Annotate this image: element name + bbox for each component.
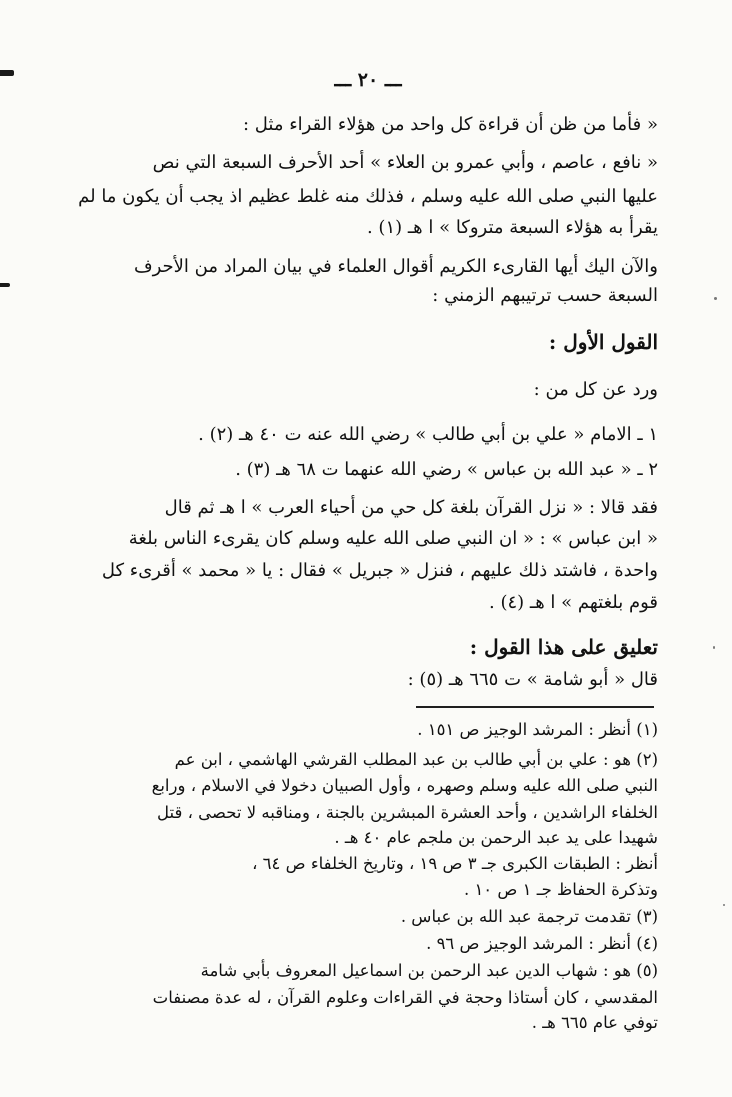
body-line: السبعة حسب ترتيبهم الزمني : [432, 285, 658, 306]
footnote-line: (٤) أنظر : المرشد الوجيز ص ٩٦ . [426, 934, 658, 953]
footnote-line: (٥) هو : شهاب الدين عبد الرحمن بن اسماعيل المعروف بأبي شامة [200, 961, 658, 980]
body-line: « نافع ، عاصم ، وأبي عمرو بن العلاء » أحد الأحرف السبعة التي نص [152, 152, 658, 173]
footnote-line: النبي صلى الله عليه وسلم وصهره ، وأول الصبيان دخولا في الاسلام ، ورابع [151, 776, 658, 795]
footnote-line: توفي عام ٦٦٥ هـ . [531, 1013, 658, 1032]
body-line: واحدة ، فاشتد ذلك عليهم ، فنزل « جبريل » فقال : يا « محمد » أقرىء كل [101, 560, 658, 581]
body-line: قوم بلغتهم » ا هـ (٤) . [489, 592, 658, 613]
footnote-line: (١) أنظر : المرشد الوجيز ص ١٥١ . [417, 720, 658, 739]
footnote-line: الخلفاء الراشدين ، وأحد العشرة المبشرين بالجنة ، ومناقبه لا تحصى ، قتل [157, 803, 658, 822]
footnote-line: المقدسي ، كان أستاذا وحجة في القراءات وعلوم القرآن ، له عدة مصنفات [152, 988, 658, 1007]
scan-speck [723, 904, 725, 906]
body-line: « فأما من ظن أن قراءة كل واحد من هؤلاء القراء مثل : [242, 114, 658, 135]
scan-speck [714, 297, 717, 300]
scan-edge-mark [0, 70, 14, 76]
body-line: ٢ ـ « عبد الله بن عباس » رضي الله عنهما ت ٦٨ هـ (٣) . [235, 459, 658, 480]
body-line: ١ ـ الامام « علي بن أبي طالب » رضي الله عنه ت ٤٠ هـ (٢) . [198, 424, 658, 445]
footnote-line: أنظر : الطبقات الكبرى جـ ٣ ص ١٩ ، وتاريخ الخلفاء ص ٦٤ ، [252, 854, 658, 873]
scan-edge-mark [0, 283, 10, 287]
footnote-line: وتذكرة الحفاظ جـ ١ ص ١٠ . [463, 880, 658, 899]
body-line: عليها النبي صلى الله عليه وسلم ، فذلك منه غلط عظيم اذ يجب أن يكون ما لم [78, 186, 658, 207]
footnote-line: شهيدا على يد عبد الرحمن بن ملجم عام ٤٠ هـ . [334, 828, 658, 847]
footnote-line: (٢) هو : علي بن أبي طالب بن عبد المطلب القرشي الهاشمي ، ابن عم [174, 750, 658, 769]
page-number: ـــ ٢٠ ـــ [334, 69, 402, 91]
body-line: قال « أبو شامة » ت ٦٦٥ هـ (٥) : [407, 669, 658, 690]
body-line: فقد قالا : « نزل القرآن بلغة كل حي من أحياء العرب » ا هـ ثم قال [164, 497, 658, 518]
first-opinion-heading: القول الأول : [548, 330, 658, 354]
body-line: ورد عن كل من : [533, 379, 658, 400]
body-line: « ابن عباس » : « ان النبي صلى الله عليه وسلم كان يقرىء الناس بلغة [128, 528, 658, 549]
scan-speck [713, 646, 715, 649]
footnote-separator [416, 706, 654, 708]
body-line: يقرأ به هؤلاء السبعة متروكا » ا هـ (١) . [366, 217, 658, 238]
comment-heading: تعليق على هذا القول : [469, 635, 658, 659]
footnote-line: (٣) تقدمت ترجمة عبد الله بن عباس . [400, 907, 658, 926]
body-line: والآن اليك أيها القارىء الكريم أقوال العلماء في بيان المراد من الأحرف [133, 256, 658, 277]
